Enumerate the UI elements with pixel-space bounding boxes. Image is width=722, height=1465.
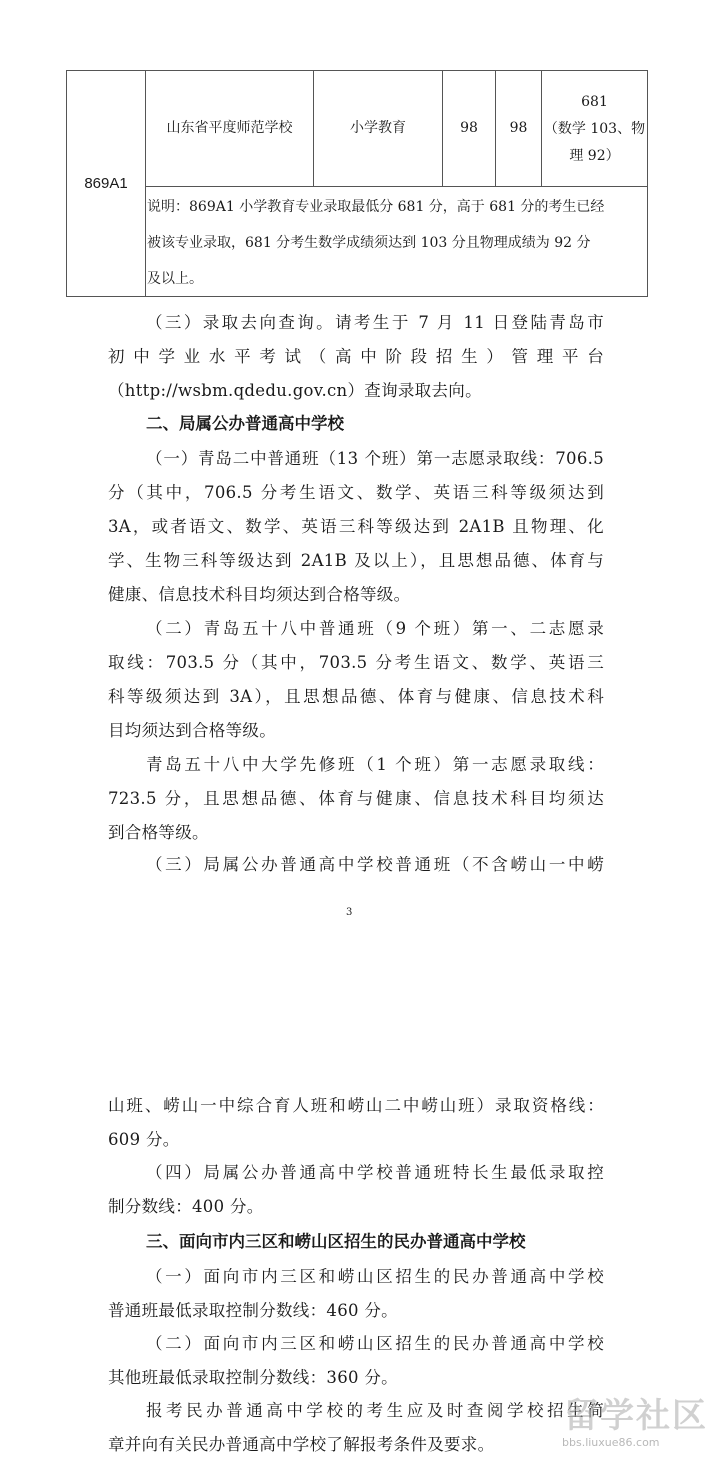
table-note [147, 189, 647, 297]
text-line: 青岛五十八中大学先修班（1 个班）第一志愿录取线： [146, 755, 604, 774]
paragraph-private-other [108, 1327, 604, 1395]
score-line: 681 [581, 93, 608, 110]
text-line: 目均须达到合格等级。 [108, 721, 276, 740]
text-line: （二）面向市内三区和崂山区招生的民办普通高中学校 [146, 1334, 604, 1353]
paragraph-private-advice [108, 1394, 604, 1462]
text-line: 723.5 分，且思想品德、体育与健康、信息技术科目均须达 [108, 789, 604, 808]
paragraph-private-regular [108, 1260, 604, 1328]
table-score-cell [542, 75, 647, 183]
score-line: （数学 103、物 [543, 120, 646, 137]
text-line: （http://wsbm.qdedu.gov.cn）查询录取去向。 [108, 381, 482, 400]
page-number: 3 [346, 907, 353, 918]
paragraph-advanced-class [108, 748, 604, 850]
text-line: （四）局属公办普通高中学校普通班特长生最低录取控 [146, 1163, 604, 1182]
text-line: （二）青岛五十八中普通班（9 个班）第一、二志愿录 [146, 619, 604, 638]
text-line: 3A，或者语文、数学、英语三科等级达到 2A1B 且物理、化 [108, 517, 604, 536]
text-line: （三）录取去向查询。请考生于 7 月 11 日登陆青岛市 [146, 313, 604, 332]
text-line: 其他班最低录取控制分数线：360 分。 [108, 1368, 398, 1387]
section-heading-3: 三、面向市内三区和崂山区招生的民办普通高中学校 [146, 1232, 526, 1251]
table-code-cell: 869A1 [84, 175, 128, 192]
paragraph-laoshan [108, 1089, 604, 1157]
text-line: 分（其中，706.5 分考生语文、数学、英语三科等级须达到 [108, 483, 604, 502]
text-line: 健康、信息技术科目均须达到合格等级。 [108, 585, 411, 604]
table-value-cell: 98 [460, 120, 478, 136]
note-line: 说明：869A1 小学教育专业录取最低分 681 分，高于 681 分的考生已经 [147, 199, 605, 215]
paragraph-qingdao58 [108, 612, 604, 748]
table-major-cell: 小学教育 [350, 120, 406, 136]
text-line: 山班、崂山一中综合育人班和崂山二中崂山班）录取资格线： [108, 1096, 604, 1115]
note-line: 及以上。 [147, 271, 203, 287]
table-school-cell: 山东省平度师范学校 [166, 120, 293, 136]
watermark-url: bbs.liuxue86.com [562, 1436, 660, 1449]
text-line: 科等级须达到 3A），且思想品德、体育与健康、信息技术科 [108, 687, 604, 706]
paragraph-query [108, 306, 604, 408]
section-heading-2: 二、局属公办普通高中学校 [146, 414, 344, 433]
score-line: 理 92） [569, 147, 620, 164]
note-line: 被该专业录取，681 分考生数学成绩须达到 103 分且物理成绩为 92 分 [147, 235, 591, 251]
text-line: （一）面向市内三区和崂山区招生的民办普通高中学校 [146, 1267, 604, 1286]
text-line: 609 分。 [108, 1130, 180, 1149]
paragraph-qingdao2 [108, 442, 604, 612]
text-line: 取线：703.5 分（其中，703.5 分考生语文、数学、英语三 [108, 653, 604, 672]
text-line: 制分数线：400 分。 [108, 1197, 264, 1216]
text-line: 章并向有关民办普通高中学校了解报考条件及要求。 [108, 1435, 495, 1454]
watermark-text: 留学社区 [564, 1396, 708, 1436]
paragraph-district-schools [108, 848, 604, 882]
table-value-cell: 98 [509, 120, 528, 136]
admission-table [66, 70, 648, 297]
text-line: 普通班最低录取控制分数线：460 分。 [108, 1301, 398, 1320]
text-line: 报考民办普通高中学校的考生应及时查阅学校招生简 [146, 1401, 604, 1420]
text-line: 到合格等级。 [108, 823, 209, 842]
text-line: （一）青岛二中普通班（13 个班）第一志愿录取线：706.5 [146, 449, 604, 468]
paragraph-specialty [108, 1156, 604, 1224]
watermark-logo [560, 1388, 710, 1460]
text-line: （三）局属公办普通高中学校普通班（不含崂山一中崂 [146, 855, 604, 874]
text-line: 学、生物三科等级达到 2A1B 及以上），且思想品德、体育与 [108, 551, 604, 570]
text-line: 初中学业水平考试（高中阶段招生）管理平台 [108, 347, 604, 366]
